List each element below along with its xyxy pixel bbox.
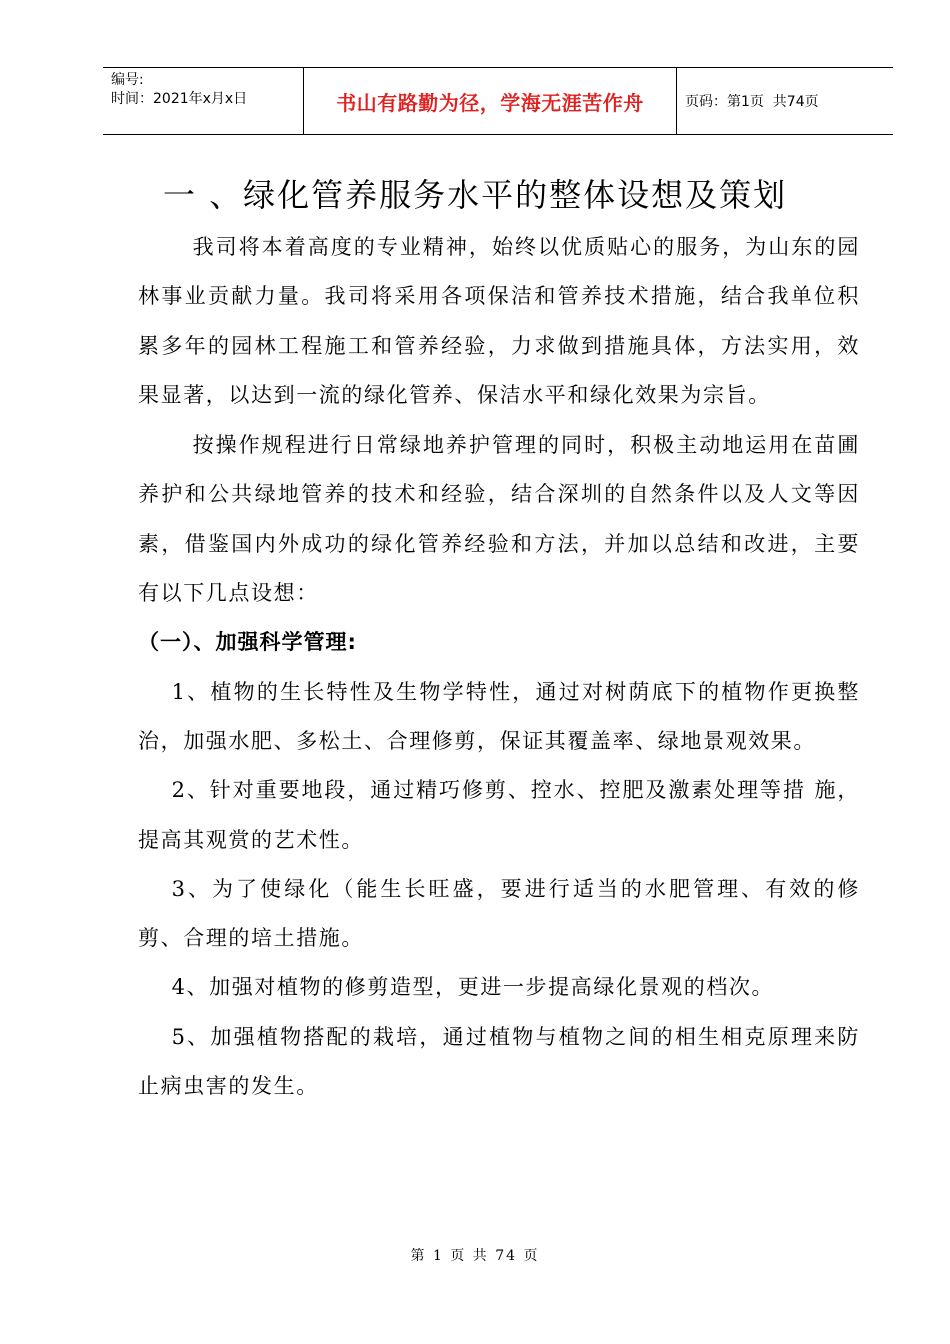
list-item: 1、植物的生长特性及生物学特性，通过对树荫底下的植物作更换整治，加强水肥、多松土、合理修剪，保证其覆盖率、绿地景观效果。	[138, 679, 860, 753]
intro-paragraph: 按操作规程进行日常绿地养护管理的同时，积极主动地运用在苗圃养护和公共绿地管养的技术和经验，结合深圳的自然条件以及人文等因素，借鉴国内外成功的绿化管养经验和方法，并加以总结和改进，主要有以下几点设想：	[138, 433, 860, 606]
header-motto	[304, 68, 677, 134]
motto-text: 书山有路勤为径，学海无涯苦作舟	[336, 90, 644, 115]
date-label: 时间：2021年x月x日	[111, 91, 248, 107]
page-indicator-text: 页码：第1页 共74页	[685, 94, 819, 110]
section-heading: （一）、加强科学管理:	[138, 630, 357, 655]
header-meta	[103, 68, 304, 134]
intro-paragraph: 我司将本着高度的专业精神，始终以优质贴心的服务，为山东的园林事业贡献力量。我司将采用各项保洁和管养技术措施，结合我单位积累多年的园林工程施工和管养经验，力求做到措施具体，方法实用，效果显著，以达到一流的绿化管养、保洁水平和绿化效果为宗旨。	[138, 235, 860, 407]
list-item: 3、为了使绿化（能生长旺盛，要进行适当的水肥管理、有效的修剪、合理的培土措施。	[138, 876, 860, 951]
list-item: 4、加强对植物的修剪造型，更进一步提高绿化景观的档次。	[171, 975, 775, 1000]
list-item: 5、加强植物搭配的栽培，通过植物与植物之间的相生相克原理来防止病虫害的发生。	[138, 1024, 860, 1099]
list-item: 2、针对重要地段，通过精巧修剪、控水、控肥及激素处理等措 施，提高其观赏的艺术性。	[138, 778, 860, 852]
page-header	[103, 67, 893, 135]
document-title: 一 、绿化管养服务水平的整体设想及策划	[163, 176, 788, 214]
document-body	[138, 223, 860, 1111]
header-page-indicator	[677, 68, 893, 134]
serial-label: 编号:	[111, 72, 144, 88]
page-footer: 第 1 页 共 74 页	[410, 1248, 540, 1264]
